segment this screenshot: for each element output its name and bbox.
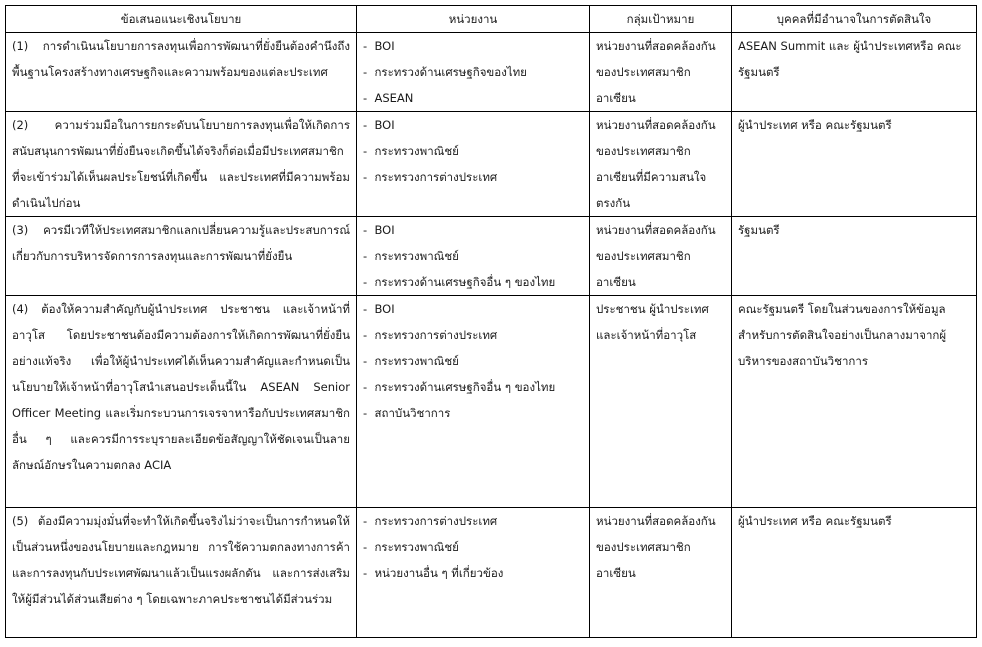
target-cell: หน่วยงานที่สอดคล้องกันของประเทศสมาชิกอาเซียน xyxy=(590,33,732,112)
agency-item: - กระทรวงพาณิชย์ xyxy=(363,243,583,269)
agency-item: - กระทรวงพาณิชย์ xyxy=(363,138,583,164)
agency-cell xyxy=(357,33,590,112)
decision-cell: ผู้นำประเทศ หรือ คณะรัฐมนตรี xyxy=(732,112,977,217)
policy-cell: (4) ต้องให้ความสำคัญกับผู้นำประเทศ ประชาชน และเจ้าหน้าที่อาวุโส โดยประชาชนต้องมีความต้องการให้เกิดการพัฒนาที่ยั่งยืนอย่างแท้จริง เพื่อให้ผู้นำประเทศได้เห็นความสำคัญและกำหนดเป็นนโยบายให้เจ้าหน้าที่อาวุโสนำเสนอประเด็นนี้ใน ASEAN Senior Officer Meeting และเริ่มกระบวนการเจรจาหารือกับประเทศสมาชิกอื่น ๆ และควรมีการระบุรายละเอียดข้อสัญญาให้ชัดเจนเป็นลายลักษณ์อักษรในความตกลง ACIA xyxy=(6,296,357,508)
agency-cell xyxy=(357,217,590,296)
agency-item: - กระทรวงด้านเศรษฐกิจอื่น ๆ ของไทย xyxy=(363,269,583,295)
table-row xyxy=(6,296,977,508)
agency-item: - หน่วยงานอื่น ๆ ที่เกี่ยวข้อง xyxy=(363,560,583,586)
target-cell: หน่วยงานที่สอดคล้องกันของประเทศสมาชิกอาเซียน xyxy=(590,217,732,296)
header-row xyxy=(6,6,977,33)
agency-item: - กระทรวงการต่างประเทศ xyxy=(363,164,583,190)
policy-cell: (2) ความร่วมมือในการยกระดับนโยบายการลงทุนเพื่อให้เกิดการสนับสนุนการพัฒนาที่ยั่งยืนจะเกิดขึ้นได้จริงก็ต่อเมื่อมีประเทศสมาชิกที่จะเข้าร่วมได้เห็นผลประโยชน์ที่เกิดขึ้น และประเทศที่มีความพร้อมดำเนินไปก่อน xyxy=(6,112,357,217)
agency-item: - BOI xyxy=(363,112,583,138)
decision-cell: รัฐมนตรี xyxy=(732,217,977,296)
agency-cell xyxy=(357,296,590,508)
agency-item: - BOI xyxy=(363,296,583,322)
agency-item: - กระทรวงพาณิชย์ xyxy=(363,534,583,560)
table-row xyxy=(6,112,977,217)
policy-cell: (5) ต้องมีความมุ่งมั่นที่จะทำให้เกิดขึ้นจริงไม่ว่าจะเป็นการกำหนดให้เป็นส่วนหนึ่งของนโยบายและกฎหมาย การใช้ความตกลงทางการค้าและการลงทุนกับประเทศพัฒนาแล้วเป็นแรงผลักดัน และการส่งเสริมให้ผู้มีส่วนได้ส่วนเสียต่าง ๆ โดยเฉพาะภาคประชาชนได้มีส่วนร่วม xyxy=(6,508,357,638)
header-policy: ข้อเสนอแนะเชิงนโยบาย xyxy=(6,6,357,33)
agency-cell xyxy=(357,508,590,638)
agency-item: - BOI xyxy=(363,217,583,243)
target-cell: หน่วยงานที่สอดคล้องกันของประเทศสมาชิกอาเซียนที่มีความสนใจตรงกัน xyxy=(590,112,732,217)
agency-item: - สถาบันวิชาการ xyxy=(363,400,583,426)
target-cell: หน่วยงานที่สอดคล้องกันของประเทศสมาชิกอาเซียน xyxy=(590,508,732,638)
target-cell: ประชาชน ผู้นำประเทศ และเจ้าหน้าที่อาวุโส xyxy=(590,296,732,508)
agency-item: - กระทรวงด้านเศรษฐกิจอื่น ๆ ของไทย xyxy=(363,374,583,400)
policy-recommendation-table xyxy=(5,5,977,638)
agency-item: - กระทรวงพาณิชย์ xyxy=(363,348,583,374)
agency-item: - กระทรวงการต่างประเทศ xyxy=(363,322,583,348)
decision-cell: คณะรัฐมนตรี โดยในส่วนของการให้ข้อมูลสำหรับการตัดสินใจอย่างเป็นกลางมาจากผู้บริหารของสถาบันวิชาการ xyxy=(732,296,977,508)
agency-item: - กระทรวงด้านเศรษฐกิจของไทย xyxy=(363,59,583,85)
table-row xyxy=(6,217,977,296)
header-agency: หน่วยงาน xyxy=(357,6,590,33)
agency-item: - ASEAN xyxy=(363,85,583,111)
header-target: กลุ่มเป้าหมาย xyxy=(590,6,732,33)
agency-item: - กระทรวงการต่างประเทศ xyxy=(363,508,583,534)
table-row xyxy=(6,508,977,638)
agency-cell xyxy=(357,112,590,217)
decision-cell: ASEAN Summit และ ผู้นำประเทศหรือ คณะรัฐมนตรี xyxy=(732,33,977,112)
table-row xyxy=(6,33,977,112)
policy-cell: (1) การดำเนินนโยบายการลงทุนเพื่อการพัฒนาที่ยั่งยืนต้องคำนึงถึงพื้นฐานโครงสร้างทางเศรษฐกิจและความพร้อมของแต่ละประเทศ xyxy=(6,33,357,112)
decision-cell: ผู้นำประเทศ หรือ คณะรัฐมนตรี xyxy=(732,508,977,638)
policy-cell: (3) ควรมีเวทีให้ประเทศสมาชิกแลกเปลี่ยนความรู้และประสบการณ์เกี่ยวกับการบริหารจัดการการลงทุนและการพัฒนาที่ยั่งยืน xyxy=(6,217,357,296)
header-decision-maker: บุคคลที่มีอำนาจในการตัดสินใจ xyxy=(732,6,977,33)
agency-item: - BOI xyxy=(363,33,583,59)
